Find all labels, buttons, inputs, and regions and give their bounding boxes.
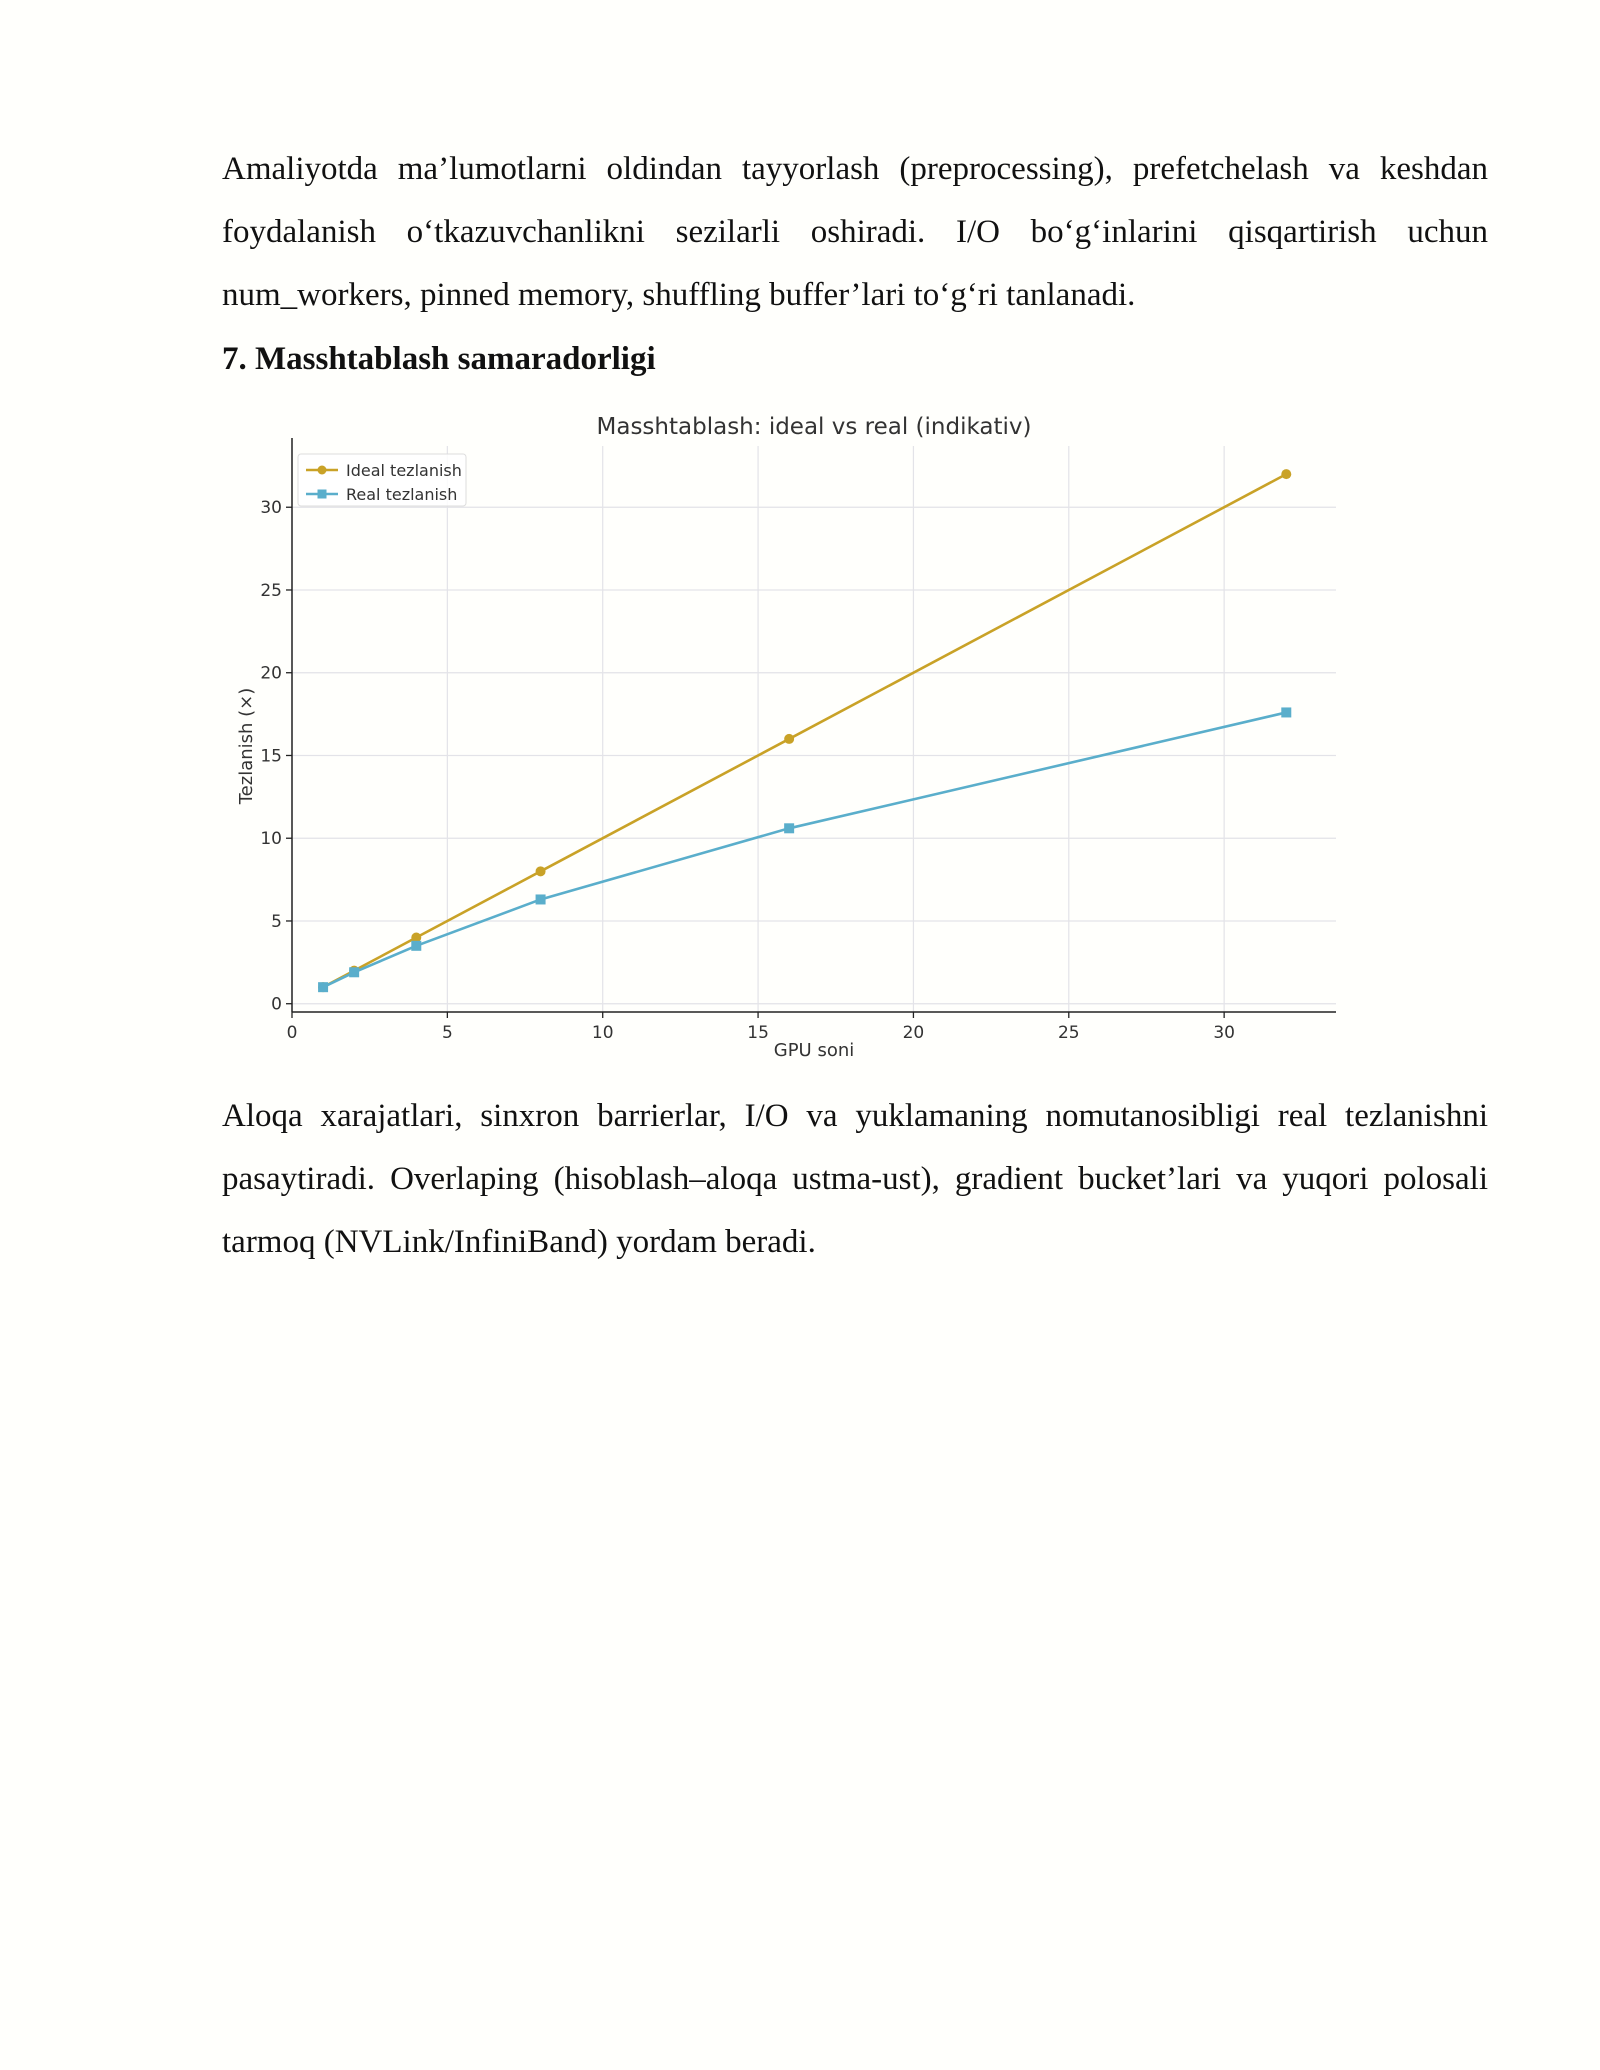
y-axis-label: Tezlanish (×) — [236, 687, 257, 805]
y-tick-label: 10 — [260, 829, 282, 850]
data-point — [411, 941, 421, 951]
x-tick-label: 5 — [441, 1023, 453, 1043]
y-tick-label: 25 — [260, 580, 282, 601]
x-tick-label: 0 — [286, 1023, 298, 1043]
chart-legend — [298, 454, 466, 506]
legend-swatch-marker — [318, 490, 327, 499]
x-tick-label: 20 — [902, 1023, 925, 1043]
data-point — [536, 894, 546, 904]
y-tick-label: 0 — [271, 994, 282, 1015]
legend-label: Real tezlanish — [346, 485, 458, 504]
paragraph-communication: Aloqa xarajatlari, sinxron barrierlar, I/O va yuklamaning nomutanosibligi real tezlanishni pasaytiradi. Overlaping (hisoblash–aloqa ustma-ust), gradient bucket’lari va yuqori polosali tarmoq (NVLink/InfiniBand) yordam beradi. — [222, 1098, 1488, 1260]
data-point — [536, 866, 546, 876]
series-line-real — [323, 712, 1286, 987]
chart-axes — [260, 438, 1336, 1043]
series-line-ideal — [323, 474, 1286, 987]
data-point — [349, 967, 359, 977]
legend-label: Ideal tezlanish — [346, 461, 462, 480]
chart-series — [318, 469, 1291, 992]
x-axis-label: GPU soni — [773, 1040, 855, 1061]
x-tick-label: 15 — [747, 1023, 769, 1043]
scaling-chart — [222, 404, 1382, 1064]
x-tick-label: 10 — [591, 1023, 614, 1043]
y-tick-label: 5 — [271, 911, 282, 932]
y-tick-label: 30 — [260, 498, 282, 519]
section-heading: 7. Masshtablash samaradorligi — [222, 341, 656, 377]
data-point — [1281, 469, 1291, 479]
data-point — [1281, 707, 1291, 717]
legend-swatch-marker — [318, 466, 327, 475]
data-point — [318, 982, 328, 992]
y-tick-label: 20 — [260, 663, 282, 684]
data-point — [784, 823, 794, 833]
chart-title: Masshtablash: ideal vs real (indikativ) — [596, 414, 1032, 440]
y-tick-label: 15 — [260, 746, 282, 767]
data-point — [784, 734, 794, 744]
x-tick-label: 30 — [1213, 1023, 1235, 1043]
x-tick-label: 25 — [1057, 1023, 1080, 1043]
paragraph-preprocessing: Amaliyotda ma’lumotlarni oldindan tayyorlash (preprocessing), prefetchelash va keshdan foydalanish o‘tkazuvchanlikni sezilarli oshiradi. I/O bo‘g‘inlarini qisqartirish uchun num_workers, pinned memory, shuffling buffer’lari to‘g‘ri tanlanadi. — [222, 151, 1488, 313]
